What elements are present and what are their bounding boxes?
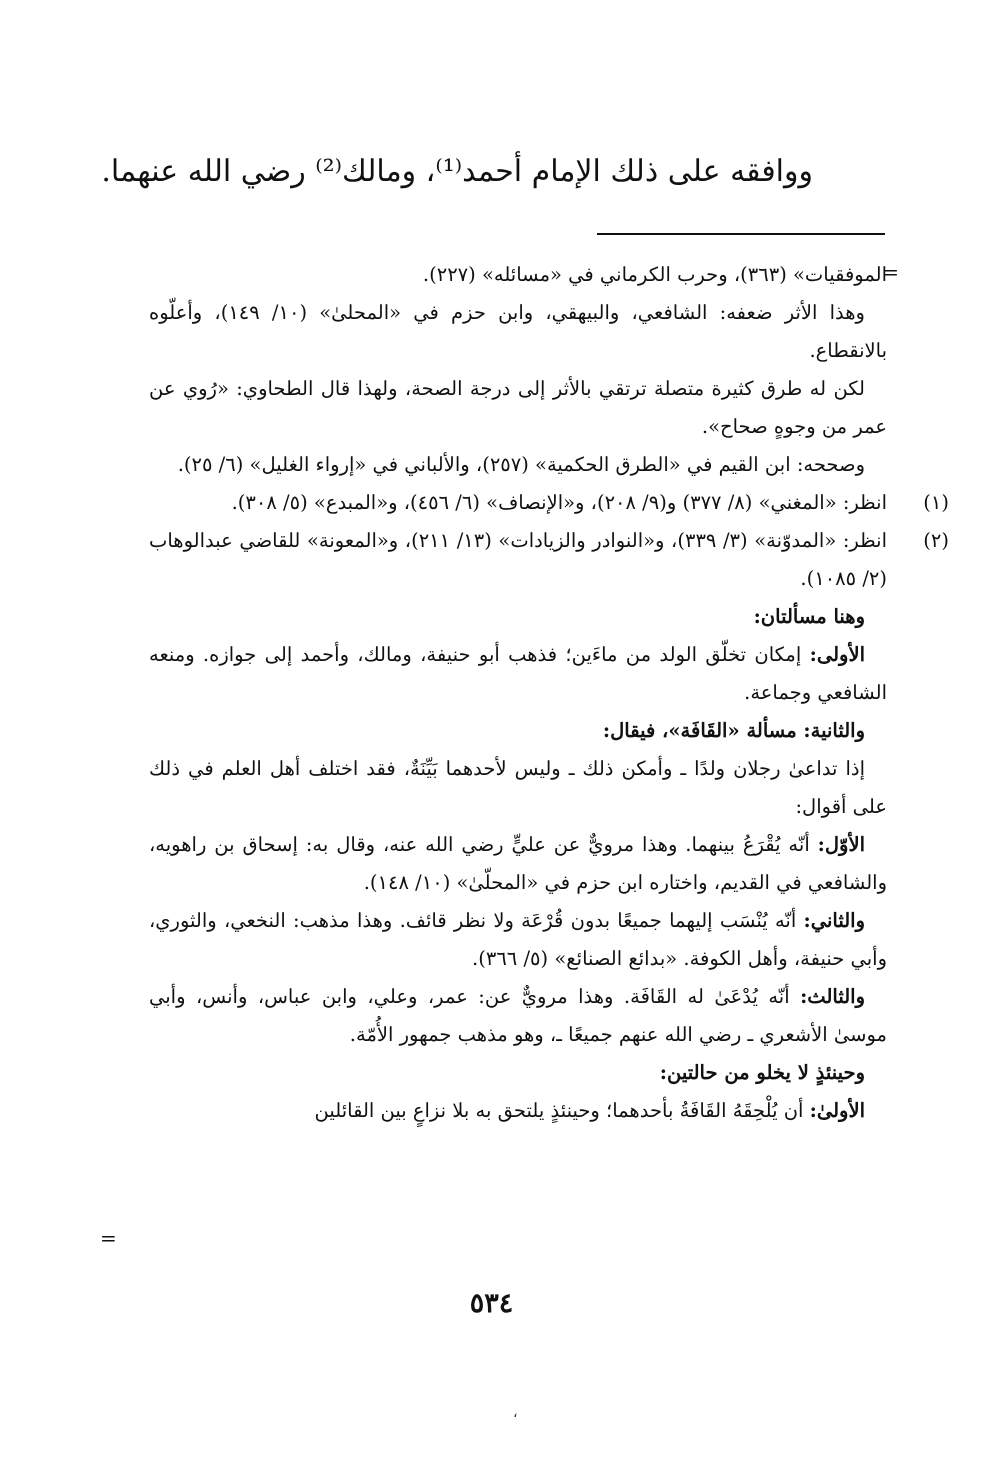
issue-second-heading: والثانية: مسألة «القَافَة»، فيقال: <box>602 719 865 742</box>
footnotes-block <box>149 256 949 1130</box>
footnote-marker: (١) <box>923 491 949 514</box>
opinion-2: والثاني: أنّه يُنْسَب إليهما جميعًا بدون قُرْعَة ولا نظر قائف. وهذا مذهب: النخعي، والثوري، وأبي حنيفة، وأهل الكوفة. «بدائع الصنائع» (٥/ ٣٦٦). <box>149 909 887 970</box>
issue-second-text: إذا تداعىٰ رجلان ولدًا ـ وأمكن ذلك ـ وليس لأحدهما بَيِّنَةٌ، فقد اختلف أهل العلم في ذلك على أقوال: <box>149 757 887 818</box>
state-heading: وحينئذٍ لا يخلو من حالتين: <box>659 1061 865 1084</box>
opinion-3: والثالث: أنّه يُدْعَىٰ له القَافَة. وهذا مرويٌّ عن: عمر، وعلي، وابن عباس، وأنس، وأبي موسىٰ الأشعري ـ رضي الله عنهم جميعًا ـ، وهو مذهب جمهور الأُمّة. <box>149 985 887 1046</box>
footnote-1 <box>149 484 949 522</box>
footnote-separator <box>597 233 885 235</box>
footnote-paragraph: وصححه: ابن القيم في «الطرق الحكمية» (٢٥٧)، والألباني في «إرواء الغليل» (٦/ ٢٥). <box>177 453 865 476</box>
issues-heading: وهنا مسألتان: <box>753 605 865 628</box>
footnote-continued-line: الموفقيات» (٣٦٣)، وحرب الكرماني في «مسائله» (٢٢٧). <box>422 263 887 286</box>
footnote-2 <box>149 522 949 598</box>
opinion-1: الأوّل: أنّه يُقْرَعُ بينهما. وهذا مرويٌّ عن عليٍّ رضي الله عنه، وقال به: إسحاق بن راهويه، والشافعي في القديم، واختاره ابن حزم في «المحلّىٰ» (١٠/ ١٤٨). <box>149 833 887 894</box>
footnote-text: انظر: «المدوّنة» (٣/ ٣٣٩)، و«النوادر والزيادات» (١٣/ ٢١١)، و«المعونة» للقاضي عبدالوهاب (٢/ ١٠٨٥). <box>149 529 887 590</box>
issue-first: الأولى: إمكان تخلّق الولد من ماءَين؛ فذهب أبو حنيفة، ومالك، وأحمد إلى جوازه. ومنعه الشافعي وجماعة. <box>149 643 887 704</box>
page-number: ٥٣٤ <box>469 1288 514 1319</box>
state-1: الأولىٰ: أن يُلْحِقَهُ القَافَةُ بأحدهما؛ وحينئذٍ يلتحق به بلا نزاعٍ بين القائلين <box>314 1099 865 1122</box>
continuation-marker: = <box>882 260 899 284</box>
main-text: ووافقه على ذلك الإمام أحمد⁽¹⁾، ومالك⁽²⁾ رضي الله عنهما. <box>101 154 813 189</box>
continuation-end-marker: = <box>100 1226 117 1250</box>
footnote-text: انظر: «المغني» (٨/ ٣٧٧) و(٩/ ٢٠٨)، و«الإنصاف» (٦/ ٤٥٦)، و«المبدع» (٥/ ٣٠٨). <box>231 491 887 514</box>
footnote-paragraph: وهذا الأثر ضعفه: الشافعي، والبيهقي، وابن حزم في «المحلىٰ» (١٠/ ١٤٩)، وأعلّوه بالانقطاع. <box>149 301 887 362</box>
bottom-mark: ، <box>513 1405 518 1421</box>
footnote-marker: (٢) <box>923 529 949 552</box>
footnote-paragraph: لكن له طرق كثيرة متصلة ترتقي بالأثر إلى درجة الصحة، ولهذا قال الطحاوي: «رُوي عن عمر من وجوهٍ صحاح». <box>149 377 887 438</box>
